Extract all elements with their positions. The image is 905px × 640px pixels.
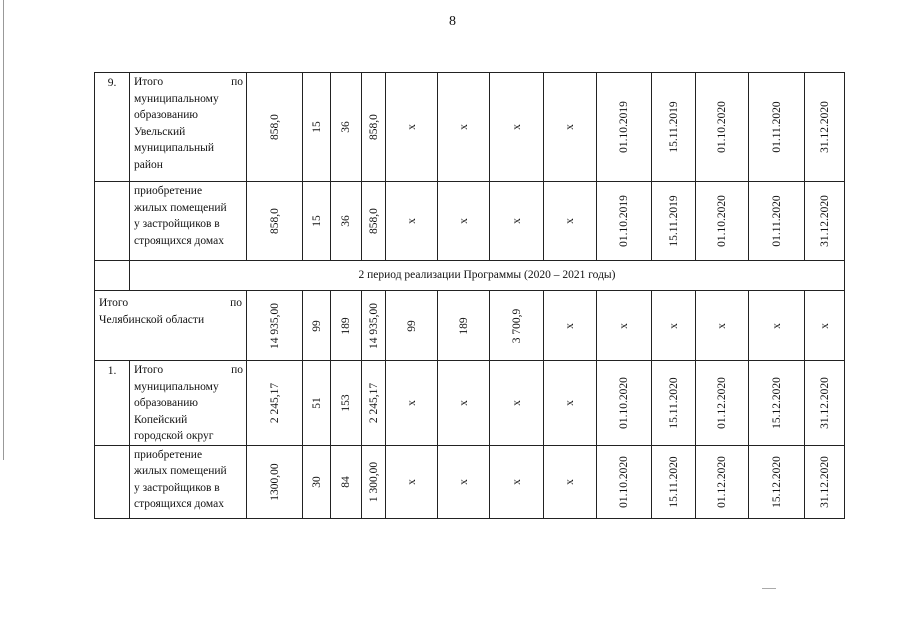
name-line: муниципальному (134, 92, 219, 105)
value-cell (303, 73, 331, 182)
program-table (94, 72, 845, 519)
period-empty-cell (95, 261, 130, 291)
cell-value: х (405, 218, 418, 224)
value-cell (247, 445, 303, 518)
cell-value: 14 935,00 (367, 302, 380, 349)
cell-value: 3 700,9 (510, 308, 523, 343)
cell-value: 31.12.2020 (818, 455, 831, 508)
left-margin-rule (3, 0, 4, 460)
value-cell (696, 182, 749, 261)
value-cell (696, 445, 749, 518)
cell-value: 15 (310, 215, 323, 227)
cell-value: 84 (339, 475, 352, 488)
table-row (95, 445, 845, 518)
value-cell (749, 182, 805, 261)
value-cell (544, 73, 597, 182)
value-cell (438, 182, 490, 261)
name-line: жилых помещений (134, 201, 227, 214)
value-cell (331, 445, 362, 518)
value-cell (544, 182, 597, 261)
value-cell (652, 361, 696, 446)
value-cell (544, 361, 597, 446)
cell-value: 858,0 (268, 208, 281, 234)
cell-value: 2 245,17 (367, 382, 380, 423)
value-cell (362, 445, 386, 518)
name-line: городской округ (134, 430, 214, 442)
name-line: жилых помещений (134, 465, 227, 477)
name-word: по (230, 297, 242, 309)
name-line: у застройщиков в (134, 481, 220, 494)
table-row (95, 73, 845, 182)
value-cell (696, 291, 749, 361)
name-line: Копейский (134, 413, 188, 426)
cell-value: х (818, 322, 831, 329)
cell-value: х (563, 218, 576, 224)
value-cell (597, 291, 652, 361)
cell-value: х (770, 322, 783, 329)
value-cell (544, 291, 597, 361)
value-cell (805, 445, 845, 518)
table-row (95, 291, 845, 361)
cell-value: 01.10.2020 (715, 195, 728, 247)
value-cell (303, 182, 331, 261)
value-cell (386, 361, 438, 446)
cell-value: 189 (339, 316, 352, 335)
cell-value: х (405, 124, 418, 130)
value-cell (490, 291, 544, 361)
cell-value: 99 (310, 319, 323, 332)
value-cell (438, 73, 490, 182)
cell-value: 30 (310, 475, 323, 488)
row-number (95, 182, 130, 261)
page-number: 8 (449, 14, 456, 29)
name-line: строящихся домах (134, 498, 224, 510)
cell-value: 1300,00 (268, 462, 281, 501)
value-cell (247, 291, 303, 361)
value-cell (247, 73, 303, 182)
cell-value: х (563, 478, 576, 485)
value-cell (805, 291, 845, 361)
cell-value: 01.10.2019 (617, 101, 630, 153)
cell-value: 01.10.2020 (617, 376, 630, 429)
value-cell (652, 291, 696, 361)
value-cell (597, 182, 652, 261)
cell-value: х (405, 478, 418, 485)
cell-value: х (457, 478, 470, 485)
value-cell (362, 291, 386, 361)
cell-value: х (563, 322, 576, 329)
row-name (130, 361, 247, 446)
value-cell (749, 445, 805, 518)
period-label: 2 период реализации Программы (2020 – 2021 годы) (130, 261, 845, 291)
cell-value: 51 (310, 397, 323, 409)
cell-value: 1 300,00 (367, 461, 380, 502)
value-cell (362, 73, 386, 182)
cell-value: х (510, 478, 523, 485)
cell-value: х (510, 124, 523, 130)
name-line: строящихся домах (134, 234, 224, 247)
value-cell (544, 445, 597, 518)
cell-value: 99 (405, 319, 418, 332)
cell-value: 14 935,00 (268, 302, 281, 349)
cell-value: х (510, 218, 523, 224)
name-line: приобретение (134, 185, 203, 197)
table-row (95, 182, 845, 261)
value-cell (386, 182, 438, 261)
value-cell (696, 361, 749, 446)
name-word: Итого (99, 297, 129, 309)
value-cell (805, 182, 845, 261)
cell-value: 01.10.2019 (617, 195, 630, 247)
value-cell (331, 182, 362, 261)
cell-value: 31.12.2020 (818, 195, 831, 247)
value-cell (438, 445, 490, 518)
cell-value: 858,0 (367, 208, 380, 234)
cell-value: х (667, 322, 680, 329)
name-line: приобретение (134, 448, 203, 461)
value-cell (490, 361, 544, 446)
cell-value: 2 245,17 (268, 382, 281, 423)
name-line: Итого по (134, 364, 243, 376)
cell-value: 15.12.2020 (770, 455, 783, 508)
cell-value: х (457, 124, 470, 130)
value-cell (247, 361, 303, 446)
cell-value: 15.11.2020 (667, 455, 680, 508)
value-cell (362, 182, 386, 261)
scan-mark (762, 588, 776, 589)
name-line: Итого по (134, 76, 243, 88)
value-cell (490, 182, 544, 261)
cell-value: х (510, 399, 523, 406)
cell-value: 01.12.2020 (715, 376, 728, 429)
value-cell (303, 291, 331, 361)
value-cell (438, 291, 490, 361)
row-name (95, 291, 247, 361)
cell-value: 01.11.2020 (770, 101, 783, 153)
value-cell (331, 291, 362, 361)
cell-value: 31.12.2020 (818, 376, 831, 429)
row-name (130, 182, 247, 261)
row-number (95, 445, 130, 518)
value-cell (331, 73, 362, 182)
cell-value: х (405, 399, 418, 406)
name-line: образованию (134, 109, 198, 121)
cell-value: 15.11.2020 (667, 377, 680, 429)
name-line: образованию (134, 397, 198, 409)
cell-value: 36 (339, 215, 352, 227)
value-cell (331, 361, 362, 446)
value-cell (386, 291, 438, 361)
value-cell (749, 73, 805, 182)
value-cell (749, 361, 805, 446)
name-line: у застройщиков в (134, 218, 220, 230)
value-cell (490, 73, 544, 182)
cell-value: 31.12.2020 (818, 101, 831, 153)
value-cell (652, 182, 696, 261)
period-row (95, 261, 845, 291)
value-cell (696, 73, 749, 182)
cell-value: 15.11.2019 (667, 195, 680, 247)
cell-value: 01.12.2020 (715, 455, 728, 508)
cell-value: х (563, 399, 576, 406)
cell-value: 15.12.2020 (770, 376, 783, 429)
cell-value: 15.11.2019 (667, 101, 680, 153)
value-cell (303, 361, 331, 446)
cell-value: 858,0 (268, 114, 281, 140)
name-line: муниципальному (134, 380, 219, 393)
row-number: 9. (95, 73, 130, 182)
cell-value: 153 (339, 394, 352, 412)
value-cell (597, 73, 652, 182)
value-cell (386, 445, 438, 518)
value-cell (303, 445, 331, 518)
cell-value: 01.10.2020 (617, 455, 630, 508)
value-cell (490, 445, 544, 518)
cell-value: 01.11.2020 (770, 195, 783, 247)
value-cell (749, 291, 805, 361)
row-name (130, 445, 247, 518)
name-line: муниципальный (134, 142, 215, 154)
cell-value: х (715, 322, 728, 329)
row-name (130, 73, 247, 182)
name-line: Челябинской области (99, 313, 205, 326)
value-cell (652, 445, 696, 518)
value-cell (438, 361, 490, 446)
row-number: 1. (95, 361, 130, 446)
cell-value: 15 (310, 121, 323, 133)
name-line: район (134, 158, 163, 171)
cell-value: 189 (457, 316, 470, 335)
cell-value: х (617, 322, 630, 329)
name-line: Увельский (134, 125, 186, 138)
cell-value: х (457, 399, 470, 406)
table-row (95, 361, 845, 446)
value-cell (597, 445, 652, 518)
value-cell (386, 73, 438, 182)
value-cell (597, 361, 652, 446)
value-cell (247, 182, 303, 261)
cell-value: х (563, 124, 576, 130)
cell-value: 01.10.2020 (715, 101, 728, 153)
cell-value: 36 (339, 121, 352, 133)
value-cell (362, 361, 386, 446)
cell-value: 858,0 (367, 114, 380, 140)
value-cell (805, 73, 845, 182)
value-cell (652, 73, 696, 182)
value-cell (805, 361, 845, 446)
cell-value: х (457, 218, 470, 224)
